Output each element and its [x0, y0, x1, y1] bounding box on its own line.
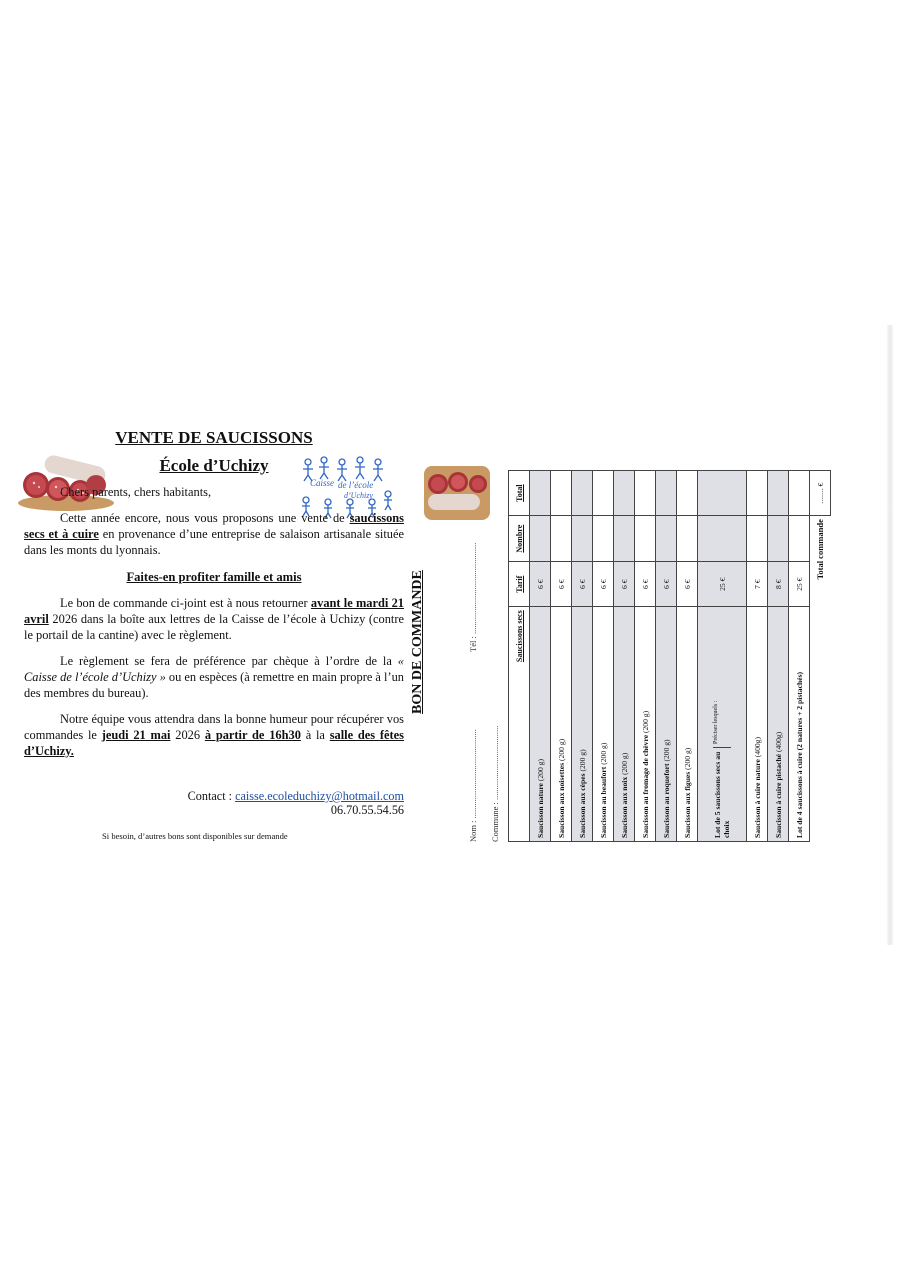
table-row: Saucisson au beaufort (200 g) 6 €	[593, 471, 614, 842]
table-row: Saucisson à cuire pistaché (400g) 8 €	[768, 471, 789, 842]
col-total: Total	[509, 471, 530, 516]
flyer	[24, 428, 404, 841]
logo-text-3: d’Uchizy	[344, 491, 373, 500]
total-value[interactable]: ........ €	[810, 471, 831, 516]
order-heading: BON DE COMMANDE	[410, 570, 425, 714]
table-row: Lot de 4 saucissons à cuire (2 natures + 2 pistachés) 25 €	[789, 471, 810, 842]
lot5-row: Lot de 5 saucissons secs au choix Préciser lesquels : 25 €	[698, 471, 747, 842]
order-sausage-image	[418, 462, 496, 524]
logo-text-1: Caisse	[310, 478, 335, 488]
qty-input[interactable]	[768, 516, 789, 562]
greeting: Chers parents, chers habitants,	[60, 485, 212, 499]
table-row: Saucisson nature (200 g) 6 €	[530, 471, 551, 842]
payment-paragraph: Le règlement se fera de préférence par chèque à l’ordre de la « Caisse de l’école d’Uchizy » ou en espèces (à remettre en main propre à l’un des membres du bureau).	[24, 654, 404, 700]
order-table	[508, 470, 831, 842]
pickup-paragraph: Notre équipe vous attendra dans la bonne humeur pour récupérer vos commandes le jeudi 21 mai 2026 à partir de 16h30 à la salle des fêtes d’Uchizy.	[24, 712, 404, 758]
contact-email-link[interactable]: caisse.ecoleduchizy@hotmail.com	[235, 789, 404, 803]
total-row	[810, 471, 831, 842]
table-row: Saucisson au roquefort (200 g) 6 €	[656, 471, 677, 842]
col-tarif: Tarif	[509, 562, 530, 607]
qty-input[interactable]	[614, 516, 635, 562]
phone-field[interactable]: Tél : ...........................................	[468, 542, 478, 652]
section-heading: Faites-en profiter famille et amis	[126, 570, 302, 584]
table-row: Saucisson au fromage de chèvre (200 g) 6 €	[635, 471, 656, 842]
flyer-title: VENTE DE SAUCISSONS	[115, 428, 313, 447]
contact-phone: 06.70.55.54.56	[330, 803, 404, 817]
footnote: Si besoin, d’autres bons sont disponibles sur demande	[102, 831, 288, 841]
qty-input[interactable]	[677, 516, 698, 562]
qty-input[interactable]	[593, 516, 614, 562]
table-row: Saucisson aux figues (200 g) 6 €	[677, 471, 698, 842]
qty-input[interactable]	[551, 516, 572, 562]
order-form	[410, 462, 850, 842]
deadline-paragraph: Le bon de commande ci-joint est à nous retourner avant le mardi 21 avril 2026 dans la boîte aux lettres de la Caisse de l’école à Uchizy (contre le portail de la cantine) avec le règlement.	[24, 596, 404, 642]
logo-text-2: de l’école	[338, 480, 374, 490]
table-row: Saucisson aux noix (200 g) 6 €	[614, 471, 635, 842]
qty-input[interactable]	[656, 516, 677, 562]
table-row: Saucisson aux cèpes (200 g) 6 €	[572, 471, 593, 842]
name-field[interactable]: Nom : ..........................................	[468, 729, 478, 842]
qty-input[interactable]	[572, 516, 593, 562]
qty-input[interactable]	[747, 516, 768, 562]
table-row: Saucisson aux noisettes (200 g) 6 €	[551, 471, 572, 842]
contact-block	[24, 789, 404, 817]
table-row: Saucisson à cuire nature (400g) 7 €	[747, 471, 768, 842]
col-nombre: Nombre	[509, 516, 530, 562]
qty-input[interactable]	[789, 516, 810, 562]
town-field[interactable]: Commune : ...................................	[490, 725, 500, 842]
total-label: Total commande	[815, 519, 826, 580]
page-edge-shadow	[886, 325, 894, 945]
school-name: École d’Uchizy	[159, 456, 269, 475]
table-header	[509, 471, 530, 842]
contact-label: Contact :	[187, 789, 236, 803]
intro-paragraph: Cette année encore, nous vous proposons une vente de saucissons secs et à cuire en provenance d’une entreprise de salaison artisanale située dans les monts du lyonnais.	[24, 511, 404, 557]
qty-input[interactable]	[698, 516, 747, 562]
flyer-header	[24, 456, 404, 508]
qty-input[interactable]	[635, 516, 656, 562]
col-product: Saucissons secs	[509, 607, 530, 842]
qty-input[interactable]	[530, 516, 551, 562]
